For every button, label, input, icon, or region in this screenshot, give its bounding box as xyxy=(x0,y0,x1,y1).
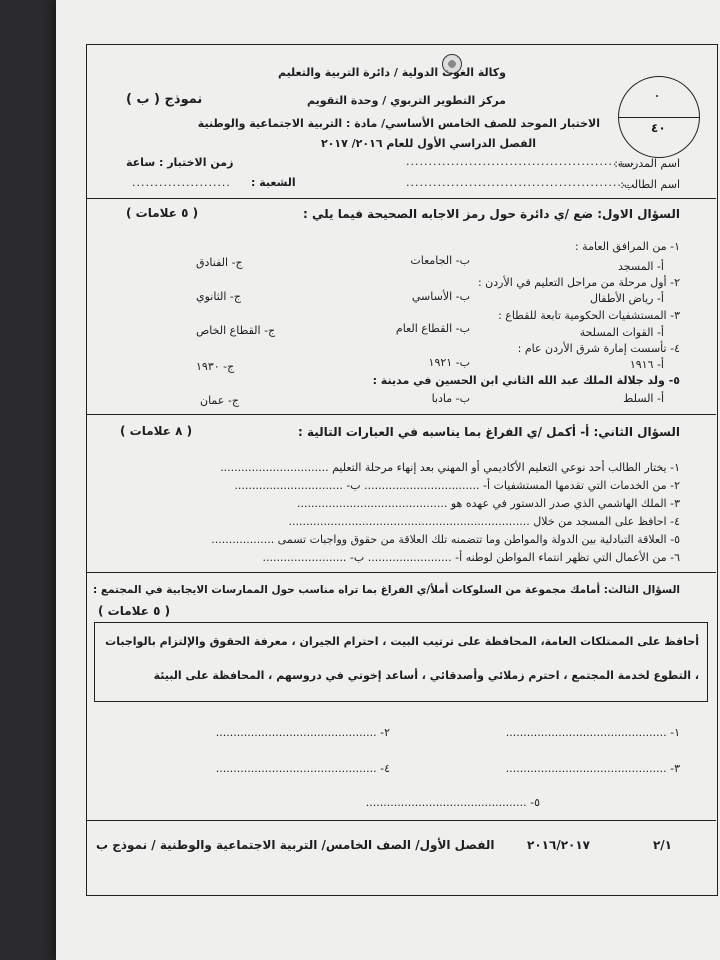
q1-item-4-b[interactable]: ب- ١٩٢١ xyxy=(428,356,470,369)
behaviors-line-2: ، التطوع لخدمة المجتمع ، احترم زملائي وأصدقائي ، أساعد إخوتي في دروسهم ، المحافظة على البيئة xyxy=(153,669,699,682)
q2-item-5[interactable]: ٥- العلاقة التبادلية بين الدولة والمواطن وما تتضمنه تلك العلاقة من حقوق وواجبات تسمى .................. xyxy=(211,533,680,546)
header-divider xyxy=(86,198,716,199)
school-field[interactable]: ................................................... xyxy=(406,155,636,168)
q3-answer-5[interactable]: ٥- .............................................. xyxy=(365,796,540,809)
q1-item-5-a[interactable]: أ- السلط xyxy=(623,392,664,405)
q1-item-3-c[interactable]: ج- القطاع الخاص xyxy=(196,324,276,337)
q1-item-1-a[interactable]: أ- المسجد xyxy=(618,260,664,273)
footer-year: ٢٠١٦/٢٠١٧ xyxy=(527,838,590,852)
q1-item-5-c[interactable]: ج- عمان xyxy=(200,394,239,407)
section-label: الشعبة : xyxy=(251,176,296,189)
page-number: ٢/١ xyxy=(652,838,672,852)
q1-item-3-a[interactable]: أ- القوات المسلحة xyxy=(579,326,664,339)
q1-item-3-b[interactable]: ب- القطاع العام xyxy=(395,322,470,335)
q1-item-1-b[interactable]: ب- الجامعات xyxy=(410,254,470,267)
q1-item-3: ٣- المستشفيات الحكومية تابعة للقطاع : xyxy=(498,309,680,322)
time-label: زمن الاختبار : ساعة xyxy=(126,156,234,169)
q2-item-1[interactable]: ١- يختار الطالب أحد نوعي التعليم الأكاديمي أو المهني بعد إنهاء مرحلة التعليم ............................... xyxy=(220,461,680,474)
q3-marks: ( ٥ علامات ) xyxy=(98,604,171,618)
q1-item-1: ١- من المرافق العامة : xyxy=(574,240,680,253)
exam-title: الاختبار الموحد للصف الخامس الأساسي/ مادة : التربية الاجتماعية والوطنية xyxy=(197,117,600,130)
q3-title: السؤال الثالث: أمامك مجموعة من السلوكات أملأ/ي الفراغ بما تراه مناسب حول الممارسات الايجابية في المجتمع : xyxy=(92,584,680,596)
q1-item-4-a[interactable]: أ- ١٩١٦ xyxy=(629,358,664,371)
q1-item-2-a[interactable]: أ- رياض الأطفال xyxy=(589,292,664,305)
q3-answer-3[interactable]: ٣- .............................................. xyxy=(505,762,680,775)
q2-item-4[interactable]: ٤- احافظ على المسجد من خلال ..................................................................... xyxy=(288,515,680,528)
exam-paper xyxy=(56,0,720,960)
behaviors-line-1: أحافظ على الممتلكات العامة، المحافظة على ترتيب البيت ، احترام الجيران ، معرفة الحقوق والإلتزام بالواجبات xyxy=(105,635,699,648)
q1-item-1-c[interactable]: ج- الفنادق xyxy=(196,256,243,269)
q1-item-4: ٤- تأسست إمارة شرق الأردن عام : xyxy=(517,342,680,355)
q2-divider xyxy=(86,572,716,573)
agency-name: وكالة الغوث الدولية / دائرة التربية والتعليم xyxy=(277,66,506,79)
q2-marks: ( ٨ علامات ) xyxy=(120,424,193,438)
q3-answer-4[interactable]: ٤- .............................................. xyxy=(215,762,390,775)
q1-item-5: ٥- ولد جلالة الملك عبد الله الثاني ابن الحسين في مدينة : xyxy=(372,374,680,387)
footer-text: الفصل الأول/ الصف الخامس/ التربية الاجتماعية والوطنية / نموذج ب xyxy=(96,838,495,852)
q1-item-4-c[interactable]: ج- ١٩٣٠ xyxy=(196,360,235,373)
q1-title: السؤال الاول: ضع /ي دائرة حول رمز الاجابه الصحيحة فيما يلي : xyxy=(303,207,680,221)
q1-item-2: ٢- أول مرحلة من مراحل التعليم في الأردن : xyxy=(477,276,680,289)
student-field[interactable]: ................................................... xyxy=(406,176,636,189)
model-label: نموذج ( ب ) xyxy=(126,92,203,107)
q2-item-6[interactable]: ٦- من الأعمال التي تظهر انتماء المواطن لوطنه أ- ........................ ب- ........................ xyxy=(262,551,680,564)
q2-item-2[interactable]: ٢- من الخدمات التي تقدمها المستشفيات أ- ................................. ب- ............................... xyxy=(234,479,680,492)
score-circle xyxy=(618,76,700,158)
q2-title: السؤال الثاني: أ- أكمل /ي الفراغ بما يناسبه في العبارات التالية : xyxy=(298,425,680,439)
semester: الفصل الدراسي الأول للعام ٢٠١٦/ ٢٠١٧ xyxy=(320,137,536,150)
q1-item-2-c[interactable]: ج- الثانوي xyxy=(196,290,241,303)
q1-item-2-b[interactable]: ب- الأساسي xyxy=(411,290,470,303)
total-mark: ٤٠ xyxy=(651,121,666,135)
school-label: اسم المدرسة: xyxy=(614,157,680,170)
footer-divider xyxy=(86,820,716,821)
behaviors-box xyxy=(94,622,708,702)
student-label: اسم الطالب: xyxy=(620,178,680,191)
q3-answer-2[interactable]: ٢- .............................................. xyxy=(215,726,390,739)
q1-divider xyxy=(86,414,716,415)
q2-item-3[interactable]: ٣- الملك الهاشمي الذي صدر الدستور في عهده هو ........................................... xyxy=(297,497,680,510)
section-field[interactable]: ...................... xyxy=(132,176,231,189)
center-name: مركز التطوير التربوي / وحدة التقويم xyxy=(307,94,506,107)
q1-item-5-b[interactable]: ب- مادبا xyxy=(431,392,470,405)
q1-marks: ( ٥ علامات ) xyxy=(126,206,199,220)
q3-answer-1[interactable]: ١- .............................................. xyxy=(505,726,680,739)
